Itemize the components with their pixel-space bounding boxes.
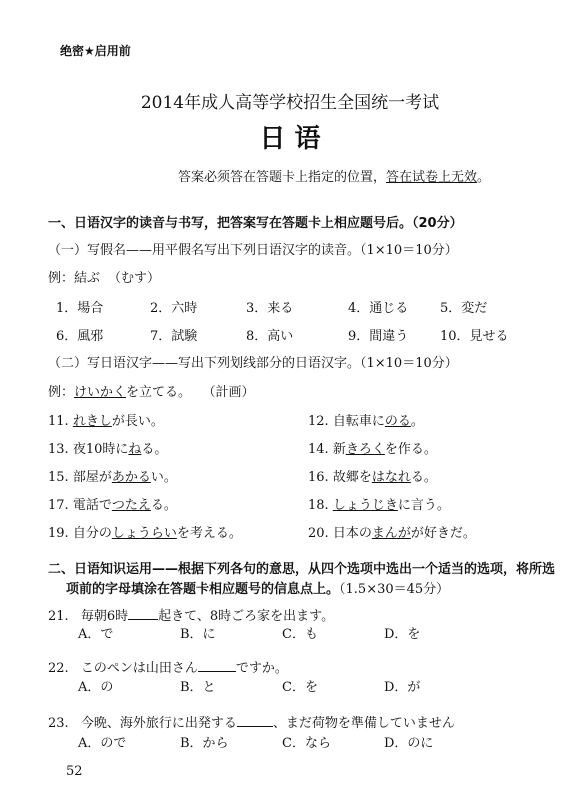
q18-underlined: しょうじき — [332, 498, 398, 513]
q21-option-a: A．で — [78, 627, 114, 642]
q23-option-d: D．のに — [384, 736, 434, 751]
example2-answer: （計画） — [209, 385, 255, 400]
q12-num: 12. — [308, 414, 329, 429]
q17-pre: 電話で — [72, 498, 112, 513]
q16-underlined: はなれ — [371, 470, 411, 485]
q21-option-d: D．を — [384, 627, 421, 642]
q2: 2．六時 — [150, 301, 198, 316]
q12-post: 。 — [410, 414, 424, 429]
q6: 6．風邪 — [56, 329, 104, 344]
q17-underlined: つたえ — [111, 498, 151, 513]
q1: 1．場合 — [56, 301, 104, 316]
q22-stem — [48, 657, 288, 676]
q23-option-c: C．なら — [282, 736, 331, 751]
q22-blank — [198, 661, 236, 672]
q13-underlined: ね — [128, 442, 142, 457]
q19-underlined: しょうらい — [111, 526, 177, 541]
q22-post: ですか。 — [235, 661, 288, 676]
q21-option-c: C．も — [282, 627, 318, 642]
q14-underlined: きろく — [345, 442, 385, 457]
q10: 10．見せる — [440, 329, 509, 344]
q13 — [48, 438, 167, 457]
part1-title: （一）写假名——用平假名写出下列日语汉字的读音。（1×10＝10分） — [48, 243, 458, 258]
q18 — [308, 494, 450, 513]
q11-post: が長い。 — [111, 414, 164, 429]
section2-score: （1.5×30＝45分） — [339, 582, 450, 597]
section2-heading-line2: 项前的字母填涂在答题卡相应题号的信息点上。 — [66, 582, 340, 597]
q23-option-a: A．ので — [78, 736, 127, 751]
q14-post: を作る。 — [384, 442, 437, 457]
example-label: 例： — [48, 271, 75, 286]
q22-num: 22. — [48, 661, 69, 676]
q9: 9．間違う — [348, 329, 409, 344]
section1-heading: 一、日语汉字的读音与书写，把答案写在答题卡上相应题号后。（20分） — [48, 216, 463, 231]
q11-underlined: れきし — [72, 414, 112, 429]
section2-heading-line1: 二、日语知识运用——根据下列各句的意思，从四个选项中选出一个适当的选项，将所选 — [48, 562, 556, 577]
q20-pre: 日本の — [332, 526, 372, 541]
q3: 3．来る — [246, 301, 294, 316]
q21-num: 21. — [48, 609, 69, 624]
part1-example — [48, 267, 160, 286]
example-answer: （むす） — [108, 271, 161, 286]
q16-post: る。 — [410, 470, 437, 485]
q12-pre: 自転車に — [332, 414, 385, 429]
q4: 4．通じる — [348, 301, 409, 316]
q17-post: る。 — [150, 498, 177, 513]
example2-underlined: けいかく — [74, 385, 127, 400]
example-word: 結ぶ — [74, 271, 101, 286]
q21-stem — [48, 605, 334, 624]
q13-pre: 夜10時に — [72, 442, 129, 457]
section2-heading-line2-wrap — [66, 578, 449, 597]
q17-num: 17. — [48, 498, 69, 513]
q14-num: 14. — [308, 442, 329, 457]
q15 — [48, 466, 177, 485]
example2-label: 例： — [48, 385, 75, 400]
q23-pre: 今晩、海外旅行に出発する — [80, 716, 237, 731]
q22-pre: このペンは山田さん — [80, 661, 198, 676]
q12-underlined: のる — [384, 414, 411, 429]
q21-pre: 毎朝6時 — [80, 609, 129, 624]
q23-stem — [48, 712, 455, 731]
q17 — [48, 494, 177, 513]
q22-option-d: D．が — [384, 680, 421, 695]
q16-num: 16. — [308, 470, 329, 485]
q23-blank — [237, 716, 273, 727]
subject-title: 日 语 — [259, 124, 321, 154]
q18-post: に言う。 — [397, 498, 450, 513]
q15-num: 15. — [48, 470, 69, 485]
q22-option-a: A．の — [78, 680, 114, 695]
exam-title: 2014年成人高等学校招生全国统一考试 — [140, 93, 440, 113]
q20-num: 20. — [308, 526, 329, 541]
q11 — [48, 410, 164, 429]
q14-pre: 新 — [332, 442, 346, 457]
q15-pre: 部屋が — [72, 470, 112, 485]
part2-title: （二）写日语汉字——写出下列划线部分的日语汉字。（1×10＝10分） — [48, 356, 458, 371]
q16 — [308, 466, 437, 485]
q14 — [308, 438, 437, 457]
q19-num: 19. — [48, 526, 69, 541]
q21-post: 起きて、8時ごろ家を出ます。 — [158, 609, 335, 624]
secret-label: 绝密★启用前 — [60, 44, 131, 58]
q5: 5．変だ — [440, 301, 488, 316]
part2-example — [48, 381, 255, 400]
q23-post: 、まだ荷物を準備していません — [272, 716, 455, 731]
q13-num: 13. — [48, 442, 69, 457]
q23-option-b: B．から — [180, 736, 229, 751]
q20 — [308, 522, 476, 541]
q22-option-c: C．を — [282, 680, 318, 695]
q23-num: 23. — [48, 716, 69, 731]
q12 — [308, 410, 424, 429]
q20-underlined: まんが — [371, 526, 411, 541]
q15-post: い。 — [150, 470, 177, 485]
q7: 7．試験 — [150, 329, 198, 344]
q19 — [48, 522, 242, 541]
answer-notice — [178, 166, 490, 185]
notice-end: 。 — [477, 170, 491, 185]
notice-part1: 答案必须答在答题卡上指定的位置， — [178, 170, 387, 185]
q19-post: を考える。 — [176, 526, 242, 541]
page-number: 52 — [66, 764, 83, 779]
q21-blank — [128, 609, 158, 620]
q8: 8．高い — [246, 329, 294, 344]
q13-post: る。 — [141, 442, 168, 457]
q11-num: 11. — [48, 414, 69, 429]
example2-rest: を立てる。 — [126, 385, 192, 400]
q20-post: が好きだ。 — [410, 526, 476, 541]
q16-pre: 故郷を — [332, 470, 372, 485]
q22-option-b: B．と — [180, 680, 216, 695]
q18-num: 18. — [308, 498, 329, 513]
q19-pre: 自分の — [72, 526, 112, 541]
notice-part2: 答在试卷上无效 — [386, 170, 478, 185]
q21-option-b: B．に — [180, 627, 216, 642]
q15-underlined: あかる — [111, 470, 151, 485]
